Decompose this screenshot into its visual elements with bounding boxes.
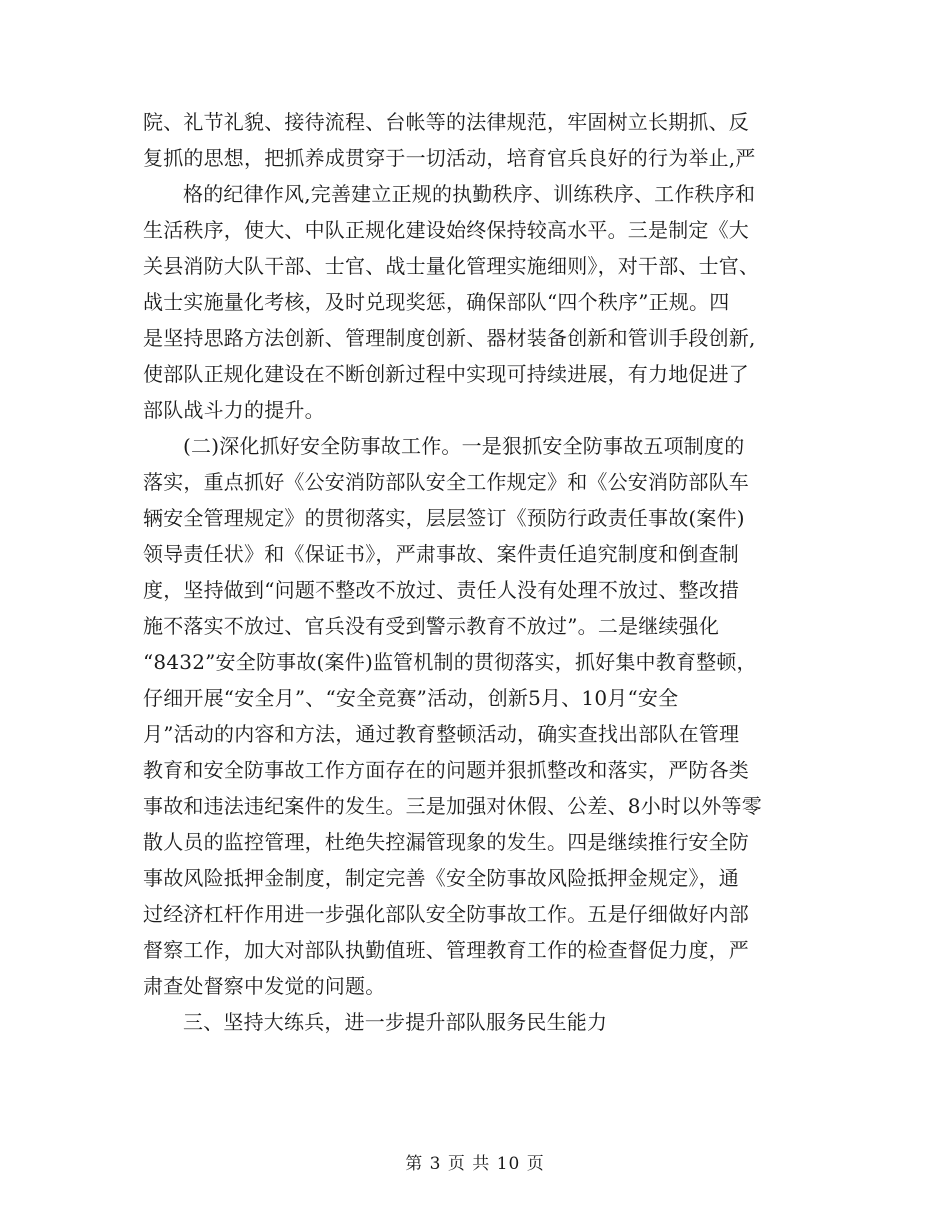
- text-line: 院、礼节礼貌、接待流程、台帐等的法律规范，牢固树立长期抓、反: [143, 110, 749, 134]
- text-line: (二)深化抓好安全防事故工作。一是狠抓安全防事故五项制度的: [183, 434, 745, 458]
- text-line: 督察工作，加大对部队执勤值班、管理教育工作的检查督促力度，严: [143, 938, 749, 962]
- text-line: 度，坚持做到“问题不整改不放过、责任人没有处理不放过、整改措: [143, 578, 740, 602]
- text-line: 格的纪律作风,完善建立正规的执勤秩序、训练秩序、工作秩序和: [183, 182, 756, 206]
- text-line: 三、坚持大练兵，进一步提升部队服务民生能力: [183, 1010, 608, 1034]
- text-line: 辆安全管理规定》的贯彻落实，层层签订《预防行政责任事故(案件): [143, 506, 745, 530]
- text-line: 肃查处督察中发觉的问题。: [143, 974, 386, 998]
- text-line: 使部队正规化建设在不断创新过程中实现可持续进展，有力地促进了: [143, 362, 749, 386]
- text-line: 关县消防大队干部、士官、战士量化管理实施细则》，对干部、士官、: [143, 254, 760, 278]
- text-line: 教育和安全防事故工作方面存在的问题并狠抓整改和落实，严防各类: [143, 758, 749, 782]
- text-line: 领导责任状》和《保证书》，严肃事故、案件责任追究制度和倒查制: [143, 542, 739, 566]
- document-body: [143, 104, 811, 1040]
- text-line: 复抓的思想，把抓养成贯穿于一切活动，培育官兵良好的行为举止,严: [143, 146, 756, 170]
- text-line: 散人员的监控管理，杜绝失控漏管现象的发生。四是继续推行安全防: [143, 830, 749, 854]
- text-line: 战士实施量化考核，及时兑现奖惩，确保部队“四个秩序”正规。四: [143, 290, 730, 314]
- text-line: 过经济杠杆作用进一步强化部队安全防事故工作。五是仔细做好内部: [143, 902, 749, 926]
- text-line: 仔细开展“安全月”、“安全竞赛”活动，创新5月、10月“安全: [143, 686, 679, 710]
- page-number-footer: 第 3 页 共 10 页: [405, 1154, 545, 1174]
- text-line: 事故风险抵押金制度，制定完善《安全防事故风险抵押金规定》，通: [143, 866, 739, 890]
- text-line: 事故和违法违纪案件的发生。三是加强对休假、公差、8小时以外等零: [143, 794, 762, 818]
- text-line: “8432”安全防事故(案件)监管机制的贯彻落实，抓好集中教育整顿，: [143, 650, 757, 674]
- text-line: 生活秩序，使大、中队正规化建设始终保持较高水平。三是制定《大: [143, 218, 749, 242]
- text-line: 落实，重点抓好《公安消防部队安全工作规定》和《公安消防部队车: [143, 470, 749, 494]
- text-line: 部队战斗力的提升。: [143, 398, 325, 422]
- text-line: 月”活动的内容和方法，通过教育整顿活动，确实查找出部队在管理: [143, 722, 740, 746]
- text-line: 是坚持思路方法创新、管理制度创新、器材装备创新和管训手段创新,: [143, 326, 756, 350]
- text-line: 施不落实不放过、官兵没有受到警示教育不放过”。二是继续强化: [143, 614, 720, 638]
